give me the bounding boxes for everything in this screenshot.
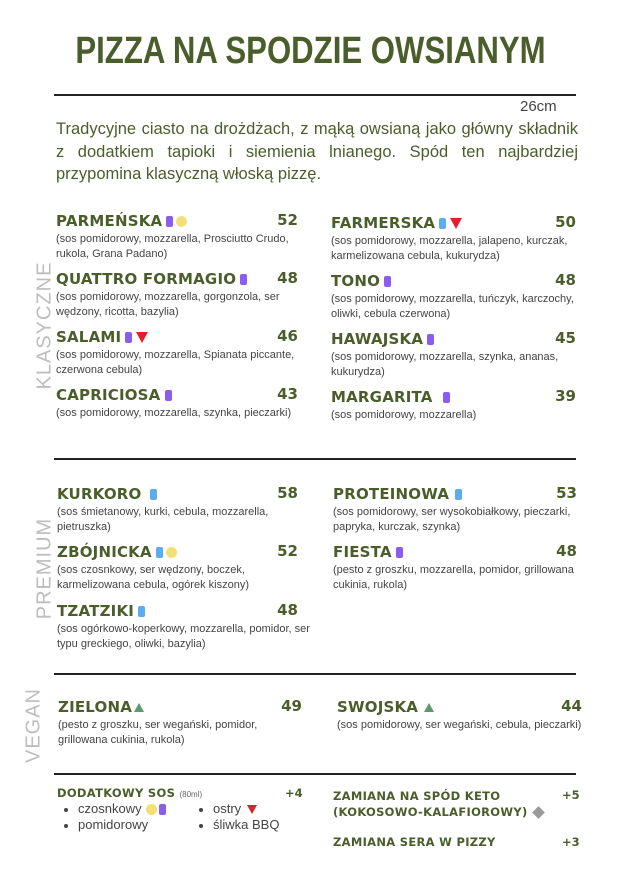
item-name: FIESTA: [333, 543, 392, 561]
bullet-icon: [199, 808, 203, 812]
bullet-icon: [199, 824, 203, 828]
sauce-item: [199, 801, 257, 816]
menu-item: [56, 269, 298, 320]
item-name: SALAMI: [56, 328, 122, 346]
sauce-label: ostry: [213, 801, 242, 816]
item-description: (sos pomidorowy, mozzarella, gorgonzola, ser wędzony, ricotta, bazylia): [56, 291, 280, 318]
red-triangle-icon: [450, 218, 462, 229]
title-divider: [54, 94, 576, 96]
green-triangle-icon: [134, 703, 144, 712]
item-price: 44: [561, 697, 582, 715]
menu-item: [56, 385, 298, 421]
menu-item: [337, 697, 582, 733]
item-name: MARGARITA: [331, 388, 433, 406]
extra-sauce-price: +4: [285, 786, 303, 800]
yellow-circle-icon: [166, 547, 177, 558]
blue-square-icon: [138, 606, 145, 617]
section-divider: [54, 773, 576, 775]
item-price: 52: [277, 542, 298, 560]
section-label-vegan: VEGAN: [22, 687, 45, 764]
item-description: (sos pomidorowy, mozzarella, szynka, ananas, kukurydza): [331, 351, 559, 378]
purple-square-icon: [240, 274, 247, 285]
menu-item: [331, 387, 576, 423]
purple-square-icon: [384, 276, 391, 287]
item-name: HAWAJSKA: [331, 330, 424, 348]
gray-diamond-icon: [532, 806, 545, 819]
section-label-premium: PREMIUM: [33, 517, 56, 620]
item-name: QUATTRO FORMAGIO: [56, 270, 237, 288]
item-name: FARMERSKA: [331, 214, 436, 232]
menu-item: [331, 213, 576, 264]
section-divider: [54, 458, 576, 460]
item-name: ZBÓJNICKA: [57, 543, 152, 561]
menu-item: [56, 211, 298, 262]
extra-sauce-size: (80ml): [179, 790, 203, 799]
extra-sauce-label: DODATKOWY SOS: [57, 786, 176, 800]
item-description: (sos pomidorowy, mozzarella, jalapeno, kurczak, karmelizowana cebula, kukurydza): [331, 235, 568, 262]
item-description: (sos pomidorowy, mozzarella, szynka, pieczarki): [56, 407, 292, 419]
cheese-swap-price: +3: [562, 835, 580, 849]
item-price: 48: [555, 271, 576, 289]
keto-price: +5: [562, 788, 580, 802]
yellow-circle-icon: [146, 804, 157, 815]
item-description: (sos pomidorowy, mozzarella, tuńczyk, karczochy, oliwki, cebula czerwona): [331, 293, 574, 320]
item-description: (sos ogórkowo-koperkowy, mozzarella, pomidor, ser typu greckiego, oliwki, bazylia): [57, 623, 310, 650]
item-name: PROTEINOWA: [333, 485, 450, 503]
keto-title-line1: ZAMIANA NA SPÓD KETO: [333, 789, 501, 803]
purple-square-icon: [396, 547, 403, 558]
item-description: (pesto z groszku, ser wegański, pomidor, grillowana cukinia, rukola): [58, 719, 258, 746]
item-name: PARMEŃSKA: [56, 212, 163, 230]
sauce-item: [64, 801, 166, 816]
purple-square-icon: [166, 216, 173, 227]
red-triangle-icon: [247, 805, 257, 814]
menu-item: [58, 697, 302, 748]
menu-item: [331, 271, 576, 322]
sauce-item: [199, 817, 279, 832]
menu-item: [57, 542, 298, 593]
menu-item: [57, 484, 298, 535]
sauce-label: pomidorowy: [78, 817, 149, 832]
cheese-swap-title: ZAMIANA SERA W PIZZY: [333, 835, 496, 849]
item-price: 46: [277, 327, 298, 345]
item-name: CAPRICIOSA: [56, 386, 161, 404]
item-price: 48: [277, 269, 298, 287]
green-triangle-icon: [424, 703, 434, 712]
extra-sauce-title: [57, 786, 202, 800]
item-description: (pesto z groszku, mozzarella, pomidor, grillowana cukinia, rukola): [333, 564, 574, 591]
blue-square-icon: [150, 489, 157, 500]
yellow-circle-icon: [176, 216, 187, 227]
menu-item: [57, 601, 311, 652]
section-label-classic: KLASYCZNE: [33, 261, 56, 390]
purple-square-icon: [427, 334, 434, 345]
purple-square-icon: [443, 392, 450, 403]
bullet-icon: [64, 824, 68, 828]
purple-square-icon: [125, 332, 132, 343]
item-price: 45: [555, 329, 576, 347]
keto-title: [333, 788, 543, 820]
item-price: 48: [556, 542, 577, 560]
item-price: 48: [277, 601, 298, 619]
item-description: (sos pomidorowy, ser wegański, cebula, pieczarki): [337, 719, 582, 731]
item-price: 50: [555, 213, 576, 231]
purple-square-icon: [159, 804, 166, 815]
intro-text: Tradycyjne ciasto na drożdżach, z mąką owsianą jako główny składnik z dodatkiem tapioki i siemienia lnianego. Spód ten najbardziej przypomina klasyczną włoską pizzę.: [56, 120, 578, 183]
item-price: 43: [277, 385, 298, 403]
item-name: TONO: [331, 272, 381, 290]
menu-item: [56, 327, 298, 378]
purple-square-icon: [165, 390, 172, 401]
item-price: 49: [281, 697, 302, 715]
menu-item: [333, 484, 577, 535]
page-title: PIZZA NA SPODZIE OWSIANYM: [75, 30, 546, 72]
item-price: 39: [555, 387, 576, 405]
red-triangle-icon: [136, 332, 148, 343]
item-name: KURKORO: [57, 485, 142, 503]
section-divider: [54, 673, 576, 675]
item-price: 52: [277, 211, 298, 229]
item-description: (sos czosnkowy, ser wędzony, boczek, karmelizowana cebula, ogórek kiszony): [57, 564, 249, 591]
item-description: (sos śmietanowy, kurki, cebula, mozzarella, pietruszka): [57, 506, 269, 533]
menu-item: [333, 542, 577, 593]
sauce-item: [64, 817, 148, 832]
item-description: (sos pomidorowy, mozzarella, Prosciutto Crudo, rukola, Grana Padano): [56, 233, 289, 260]
item-price: 53: [556, 484, 577, 502]
item-name: ZIELONA: [58, 698, 133, 716]
blue-square-icon: [455, 489, 462, 500]
item-price: 58: [277, 484, 298, 502]
menu-item: [331, 329, 576, 380]
item-description: (sos pomidorowy, mozzarella): [331, 409, 477, 421]
item-name: SWOJSKA: [337, 698, 419, 716]
bullet-icon: [64, 808, 68, 812]
blue-square-icon: [156, 547, 163, 558]
sauce-label: śliwka BBQ: [213, 817, 280, 832]
pizza-size: 26cm: [520, 98, 557, 115]
item-description: (sos pomidorowy, ser wysokobiałkowy, pieczarki, papryka, kurczak, szynka): [333, 506, 571, 533]
item-description: (sos pomidorowy, mozzarella, Spianata piccante, czerwona cebula): [56, 349, 295, 376]
blue-square-icon: [439, 218, 446, 229]
keto-title-line2: (KOKOSOWO-KALAFIOROWY): [333, 805, 528, 819]
item-name: TZATZIKI: [57, 602, 135, 620]
sauce-label: czosnkowy: [78, 801, 142, 816]
